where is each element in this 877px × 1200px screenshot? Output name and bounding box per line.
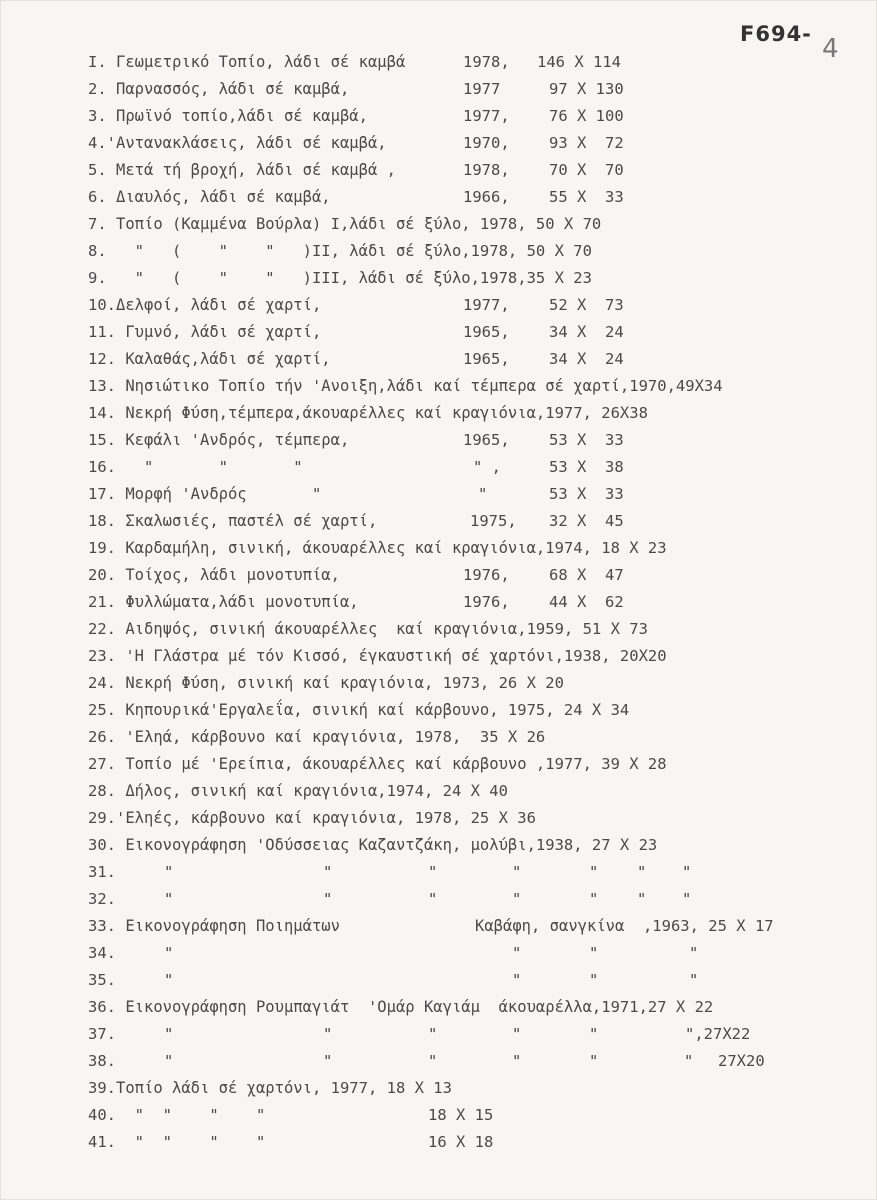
artwork-entry-line: 23. 'Η Γλάστρα μέ τόν Κισσό, έγκαυστική σέ χαρτόνι,1938, 20Χ20 [88,647,667,665]
artwork-entry-column: 97 Χ 130 [549,80,624,98]
artwork-entry-column: " [512,1052,522,1070]
artwork-entry-column: 146 Χ 114 [537,53,621,71]
artwork-entry-column: " [589,1025,599,1043]
artwork-entry-line: 18. Σκαλωσιές, παστέλ σέ χαρτί, [88,512,378,530]
artwork-entry-line: 13. Νησιώτικο Τοπίο τήν 'Ανοιξη,λάδι καί τέμπερα σέ χαρτί,1970,49Χ34 [88,377,723,395]
artwork-entry-column: 68 Χ 47 [549,566,624,584]
artwork-entry-column: 70 Χ 70 [549,161,624,179]
artwork-entry-column: " [164,1025,174,1043]
artwork-entry-column: " [589,1052,599,1070]
artwork-entry-column: " [428,890,438,908]
artwork-entry-column: " [589,971,599,989]
artwork-entry-line: 35. [88,971,116,989]
artwork-entry-column: " [637,890,647,908]
artwork-entry-line: 25. Κηπουρικά'Εργαλεΐα, σινική καί κάρβουνο, 1975, 24 Χ 34 [88,701,630,719]
artwork-entry-column: 1975, [470,512,517,530]
artwork-entry-column: " [589,863,599,881]
artwork-entry-line: 4.'Αντανακλάσεις, λάδι σέ καμβά, [88,134,387,152]
artwork-entry-column: " [428,1052,438,1070]
artwork-entry-column: " [689,971,699,989]
artwork-entry-column: " [428,1025,438,1043]
artwork-entry-line: 19. Καρδαμήλη, σινική, άκουαρέλλες καί κραγιόνια,1974, 18 Χ 23 [88,539,667,557]
artwork-entry-column: 1970, [463,134,510,152]
artwork-entry-line: 27. Τοπίο μέ 'Ερείπια, άκουαρέλλες καί κάρβουνο ,1977, 39 Χ 28 [88,755,667,773]
artwork-entry-line: 9. " ( " " )III, λάδι σέ ξύλο,1978,35 Χ 23 [88,269,592,287]
artwork-entry-column: 53 Χ 38 [549,458,624,476]
artwork-entry-column: 1978, [463,161,510,179]
page-number-annotation: 4 [822,34,840,64]
artwork-entry-line: 21. Φυλλώματα,λάδι μονοτυπία, [88,593,359,611]
artwork-entry-column: " [478,485,488,503]
artwork-entry-line: 6. Διαυλός, λάδι σέ καμβά, [88,188,331,206]
archive-reference-annotation: F694- [740,22,812,46]
artwork-entry-column: 1976, [463,593,510,611]
artwork-entry-column: " [512,890,522,908]
artwork-entry-line: 20. Τοίχος, λάδι μονοτυπία, [88,566,340,584]
artwork-entry-column: 1965, [463,323,510,341]
artwork-entry-line: 17. Μορφή 'Ανδρός " [88,485,322,503]
artwork-entry-column: " [684,1052,694,1070]
artwork-entry-column: " [164,863,174,881]
artwork-entry-column: Καβάφη, σανγκίνα ,1963, 25 Χ 17 [475,917,774,935]
artwork-entry-line: 41. " " " " [88,1133,266,1151]
artwork-entry-column: ",27Χ22 [685,1025,751,1043]
artwork-entry-column: 55 Χ 33 [549,188,624,206]
artwork-entry-column: 34 Χ 24 [549,323,624,341]
artwork-entry-line: 2. Παρνασσός, λάδι σέ καμβά, [88,80,350,98]
artwork-entry-line: 31. [88,863,116,881]
artwork-entry-column: 76 Χ 100 [549,107,624,125]
artwork-entry-column: 32 Χ 45 [549,512,624,530]
artwork-entry-column: " [164,1052,174,1070]
artwork-entry-column: 93 Χ 72 [549,134,624,152]
artwork-entry-line: 22. Αιδηψός, σινική άκουαρέλλες καί κραγιόνια,1959, 51 Χ 73 [88,620,648,638]
artwork-entry-column: " [682,863,692,881]
artwork-entry-line: 10.Δελφοί, λάδι σέ χαρτί, [88,296,322,314]
artwork-entry-column: " [323,1025,333,1043]
artwork-entry-column: 44 Χ 62 [549,593,624,611]
artwork-entry-column: 27Χ20 [718,1052,765,1070]
artwork-entry-line: 8. " ( " " )II, λάδι σέ ξύλο,1978, 50 Χ 70 [88,242,592,260]
artwork-entry-column: " [589,890,599,908]
artwork-entry-line: 12. Καλαθάς,λάδι σέ χαρτί, [88,350,331,368]
artwork-entry-column: " [689,944,699,962]
artwork-entry-line: 24. Νεκρή Φύση, σινική καί κραγιόνια, 1973, 26 Χ 20 [88,674,564,692]
artwork-entry-column: " [512,944,522,962]
artwork-entry-line: 30. Εικονογράφηση 'Οδύσσειας Καζαντζάκη, μολύβι,1938, 27 Χ 23 [88,836,658,854]
artwork-entry-column: " [164,971,174,989]
artwork-entry-column: " [323,863,333,881]
artwork-entry-line: 11. Γυμνό, λάδι σέ χαρτί, [88,323,322,341]
artwork-entry-column: " [164,944,174,962]
artwork-entry-column: " [323,1052,333,1070]
artwork-entry-column: 52 Χ 73 [549,296,624,314]
artwork-entry-line: I. Γεωμετρικό Τοπίο, λάδι σέ καμβά [88,53,406,71]
artwork-entry-column: " [428,863,438,881]
artwork-entry-column: " [512,863,522,881]
artwork-entry-column: 1978, [463,53,510,71]
artwork-entry-column: 18 Χ 15 [428,1106,494,1124]
artwork-entry-column: 53 Χ 33 [549,485,624,503]
artwork-entry-column: 1976, [463,566,510,584]
artwork-entry-column: 1977, [463,107,510,125]
artwork-entry-column: " [682,890,692,908]
artwork-entry-column: 34 Χ 24 [549,350,624,368]
artwork-entry-line: 16. " " " [88,458,303,476]
artwork-entry-column: " [512,971,522,989]
artwork-entry-line: 29.'Εληές, κάρβουνο καί κραγιόνια, 1978, 25 Χ 36 [88,809,536,827]
artwork-entry-line: 26. 'Εληά, κάρβουνο καί κραγιόνια, 1978, 35 Χ 26 [88,728,546,746]
artwork-entry-line: 5. Μετά τή βροχή, λάδι σέ καμβά , [88,161,396,179]
artwork-entry-line: 33. Εικονογράφηση Ποιημάτων [88,917,340,935]
artwork-entry-line: 37. [88,1025,116,1043]
artwork-entry-column: 1977 [463,80,501,98]
artwork-entry-line: 39.Τοπίο λάδι σέ χαρτόνι, 1977, 18 Χ 13 [88,1079,452,1097]
artwork-entry-column: " [637,863,647,881]
artwork-entry-line: 7. Τοπίο (Καμμένα Βούρλα) I,λάδι σέ ξύλο, 1978, 50 Χ 70 [88,215,602,233]
artwork-entry-column: " , [473,458,501,476]
artwork-entry-column: " [164,890,174,908]
artwork-entry-line: 28. Δήλος, σινική καί κραγιόνια,1974, 24 Χ 40 [88,782,508,800]
artwork-entry-line: 36. Εικονογράφηση Ρουμπαγιάτ 'Ομάρ Καγιάμ άκουαρέλλα,1971,27 Χ 22 [88,998,714,1016]
artwork-entry-line: 34. [88,944,116,962]
artwork-entry-column: " [512,1025,522,1043]
artwork-entry-column: 1966, [463,188,510,206]
artwork-entry-line: 32. [88,890,116,908]
artwork-entry-column: " [323,890,333,908]
artwork-entry-column: 16 Χ 18 [428,1133,494,1151]
artwork-entry-line: 40. " " " " [88,1106,266,1124]
artwork-entry-column: 1965, [463,431,510,449]
artwork-entry-column: 1965, [463,350,510,368]
artwork-entry-column: " [589,944,599,962]
artwork-entry-column: 1977, [463,296,510,314]
artwork-entry-line: 38. [88,1052,116,1070]
artwork-entry-line: 15. Κεφάλι 'Ανδρός, τέμπερα, [88,431,350,449]
artwork-entry-line: 3. Πρωϊνό τοπίο,λάδι σέ καμβά, [88,107,368,125]
artwork-entry-column: 53 Χ 33 [549,431,624,449]
artwork-entry-line: 14. Νεκρή Φύση,τέμπερα,άκουαρέλλες καί κραγιόνια,1977, 26Χ38 [88,404,648,422]
